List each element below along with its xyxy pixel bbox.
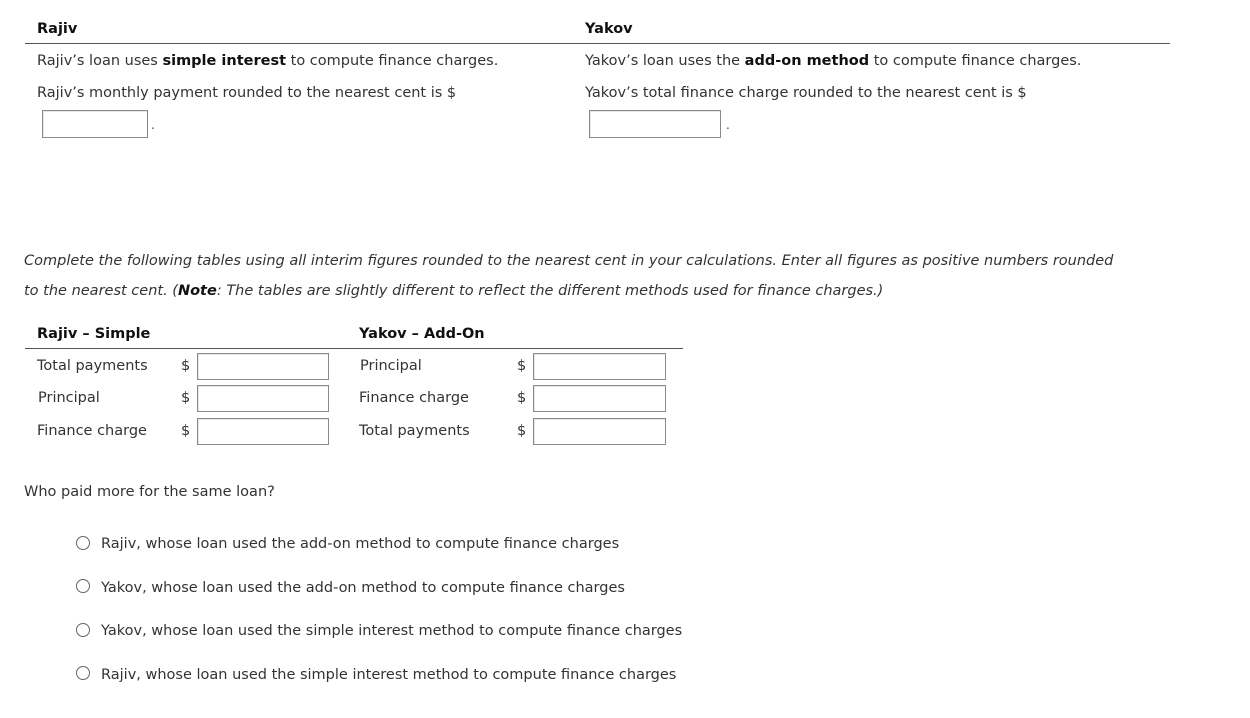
yakov-finance-prompt: Yakov’s total finance charge rounded to the nearest cent is $ [585,85,1027,101]
rajiv-finance-charge-input[interactable] [197,418,329,445]
radio-option-2[interactable] [76,579,90,593]
currency-symbol: $ [181,390,191,406]
rajiv-heading: Rajiv [37,21,78,37]
yakov-finance-charge-table-input[interactable] [533,385,666,412]
instructions-line-2: to the nearest cent. (Note: The tables are slightly different to reflect the different methods used for finance charges.) [24,283,884,299]
table-divider [25,348,683,349]
radio-option-4[interactable] [76,666,90,680]
yakov-table-heading: Yakov – Add-On [359,326,485,342]
yakov-finance-charge-input[interactable] [589,110,721,138]
currency-symbol: $ [517,423,527,439]
rajiv-payment-prompt: Rajiv’s monthly payment rounded to the nearest cent is $ [37,85,457,101]
yakov-row-label: Total payments [359,423,470,439]
rajiv-method-text: Rajiv’s loan uses simple interest to compute finance charges. [37,53,499,69]
yakov-row-label: Principal [360,358,422,374]
rajiv-row-label: Principal [38,390,100,406]
option-3-label[interactable]: Yakov, whose loan used the simple interest method to compute finance charges [101,623,683,639]
rajiv-input-period: . [151,118,155,132]
instructions-line-1: Complete the following tables using all interim figures rounded to the nearest cent in your calculations. Enter all figures as positive numbers rounded [24,253,1114,269]
yakov-principal-input[interactable] [533,353,666,380]
yakov-method-text: Yakov’s loan uses the add-on method to compute finance charges. [585,53,1082,69]
question-text: Who paid more for the same loan? [24,484,275,500]
radio-option-1[interactable] [76,536,90,550]
top-divider [25,43,1170,44]
rajiv-monthly-payment-input[interactable] [42,110,148,138]
radio-option-3[interactable] [76,623,90,637]
yakov-row-label: Finance charge [359,390,469,406]
yakov-input-period: . [726,118,730,132]
yakov-total-payments-input[interactable] [533,418,666,445]
currency-symbol: $ [181,358,191,374]
currency-symbol: $ [517,390,527,406]
rajiv-principal-input[interactable] [197,385,329,412]
option-1-label[interactable]: Rajiv, whose loan used the add-on method to compute finance charges [101,536,620,552]
option-2-label[interactable]: Yakov, whose loan used the add-on method to compute finance charges [101,580,625,596]
option-4-label[interactable]: Rajiv, whose loan used the simple interest method to compute finance charges [101,667,677,683]
rajiv-row-label: Finance charge [37,423,147,439]
rajiv-row-label: Total payments [37,358,148,374]
currency-symbol: $ [181,423,191,439]
yakov-heading: Yakov [585,21,633,37]
currency-symbol: $ [517,358,527,374]
rajiv-total-payments-input[interactable] [197,353,329,380]
rajiv-table-heading: Rajiv – Simple [37,326,151,342]
